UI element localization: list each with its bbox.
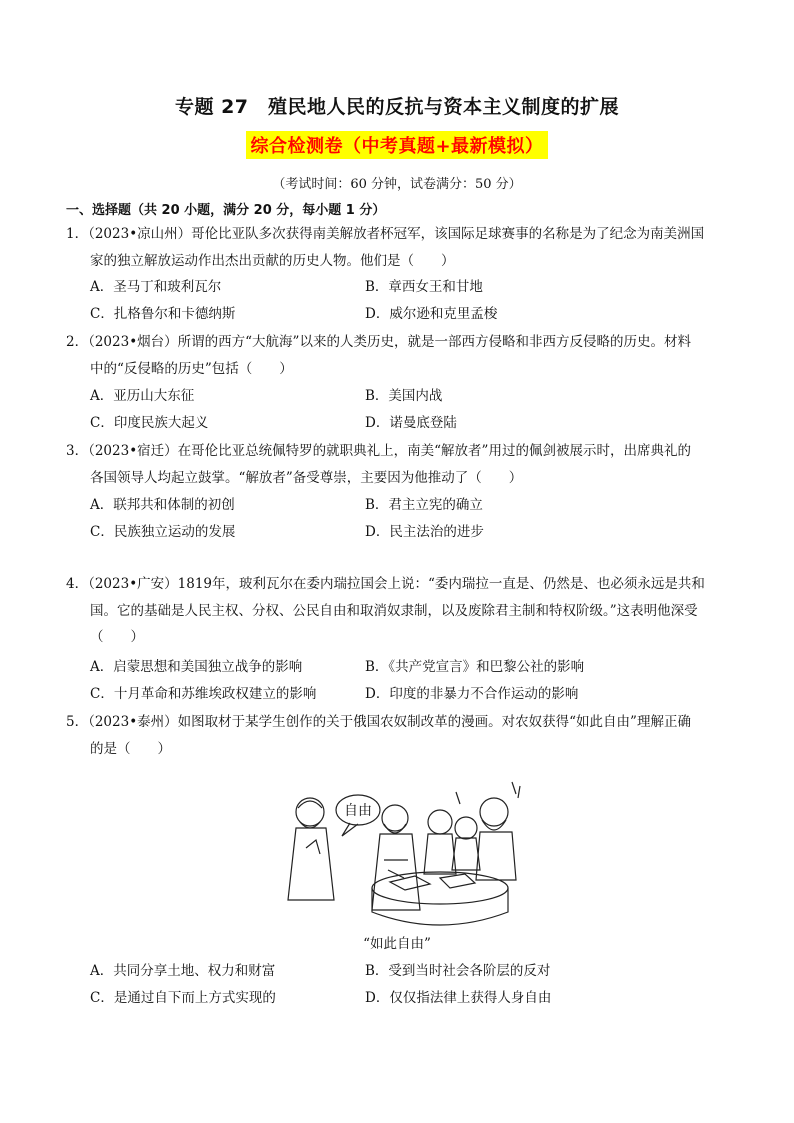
option-b[interactable]: B．美国内战 [365, 388, 443, 404]
option-a[interactable]: A．联邦共和体制的初创 [90, 497, 235, 513]
option-b[interactable]: B．受到当时社会各阶层的反对 [365, 963, 551, 979]
question-1-line2: 家的独立解放运动作出杰出贡献的历史人物。他们是（ ） [90, 252, 455, 269]
question-2 [66, 329, 726, 382]
option-d[interactable]: D．威尔逊和克里孟梭 [365, 306, 498, 322]
question-3 [66, 438, 726, 491]
question-3-line1: 3．（2023•宿迁）在哥伦比亚总统佩特罗的就职典礼上，南美“解放者”用过的佩剑被展示时，出席典礼的 [66, 443, 691, 459]
question-2-line2: 中的“反侵略的历史”包括（ ） [90, 360, 293, 377]
option-d[interactable]: D．诺曼底登陆 [365, 415, 457, 431]
option-a[interactable]: A．亚历山大东征 [90, 388, 195, 404]
figure-4-head [455, 817, 477, 839]
question-5-line2: 的是（ ） [90, 740, 171, 757]
question-4-line1: 4．（2023•广安）1819年，玻利瓦尔在委内瑞拉国会上说：“委内瑞拉一直是、仍然是、也必须永远是共和 [66, 576, 705, 592]
figure-left-head [296, 798, 324, 826]
question-4 [66, 571, 726, 651]
option-c[interactable]: C．民族独立运动的发展 [90, 524, 236, 540]
option-b[interactable]: B．君主立宪的确立 [365, 497, 483, 513]
question-4-line2: 国。它的基础是人民主权、分权、公民自由和取消奴隶制，以及废除君主制和特权阶级。”这表明他深受 [90, 602, 698, 619]
subtitle-highlight: 综合检测卷（中考真题+最新模拟） [246, 131, 547, 159]
option-a[interactable]: A．圣马丁和玻利瓦尔 [90, 279, 222, 295]
cartoon-illustration [280, 770, 525, 930]
figure-caption: “如此自由” [363, 936, 431, 952]
page-title: 专题 27 殖民地人民的反抗与资本主义制度的扩展 [174, 96, 620, 118]
option-d[interactable]: D．民主法治的进步 [365, 524, 484, 540]
question-5-line1: 5．（2023•泰州）如图取材于某学生创作的关于俄国农奴制改革的漫画。对农奴获得“如此自由”理解正确 [66, 714, 691, 730]
option-c[interactable]: C．是通过自下而上方式实现的 [90, 990, 276, 1006]
option-c[interactable]: C．扎格鲁尔和卡德纳斯 [90, 306, 236, 322]
option-c[interactable]: C．十月革命和苏维埃政权建立的影响 [90, 686, 317, 702]
exam-info: （考试时间：60 分钟，试卷满分：50 分） [272, 177, 522, 192]
option-b[interactable]: B．《共产党宣言》和巴黎公社的影响 [365, 659, 585, 675]
option-d[interactable]: D．仅仅指法律上获得人身自由 [365, 990, 552, 1006]
speech-bubble-text: 自由 [344, 803, 372, 819]
question-3-line2: 各国领导人均起立鼓掌。“解放者”备受尊崇，主要因为他推动了（ ） [90, 469, 523, 486]
option-a[interactable]: A．共同分享土地、权力和财富 [90, 963, 276, 979]
option-a[interactable]: A．启蒙思想和美国独立战争的影响 [90, 659, 303, 675]
question-1 [66, 221, 726, 274]
option-c[interactable]: C．印度民族大起义 [90, 415, 209, 431]
option-d[interactable]: D．印度的非暴力不合作运动的影响 [365, 686, 579, 702]
question-5 [66, 709, 726, 762]
cake-top [372, 872, 508, 904]
question-2-line1: 2．（2023•烟台）所谓的西方“大航海”以来的人类历史，就是一部西方侵略和非西方反侵略的历史。材料 [66, 334, 691, 350]
section-heading: 一、选择题（共 20 小题，满分 20 分，每小题 1 分） [66, 203, 386, 218]
question-4-line3: （ ） [90, 629, 144, 645]
figure-3-head [428, 810, 452, 834]
figure-right-head [480, 798, 508, 826]
cake-side [372, 888, 508, 925]
question-1-line1: 1．（2023•凉山州）哥伦比亚队多次获得南美解放者杯冠军，该国际足球赛事的名称是为了纪念为南美洲国 [66, 226, 705, 242]
subtitle-wrap [0, 131, 794, 159]
option-b[interactable]: B．章西女王和甘地 [365, 279, 483, 295]
